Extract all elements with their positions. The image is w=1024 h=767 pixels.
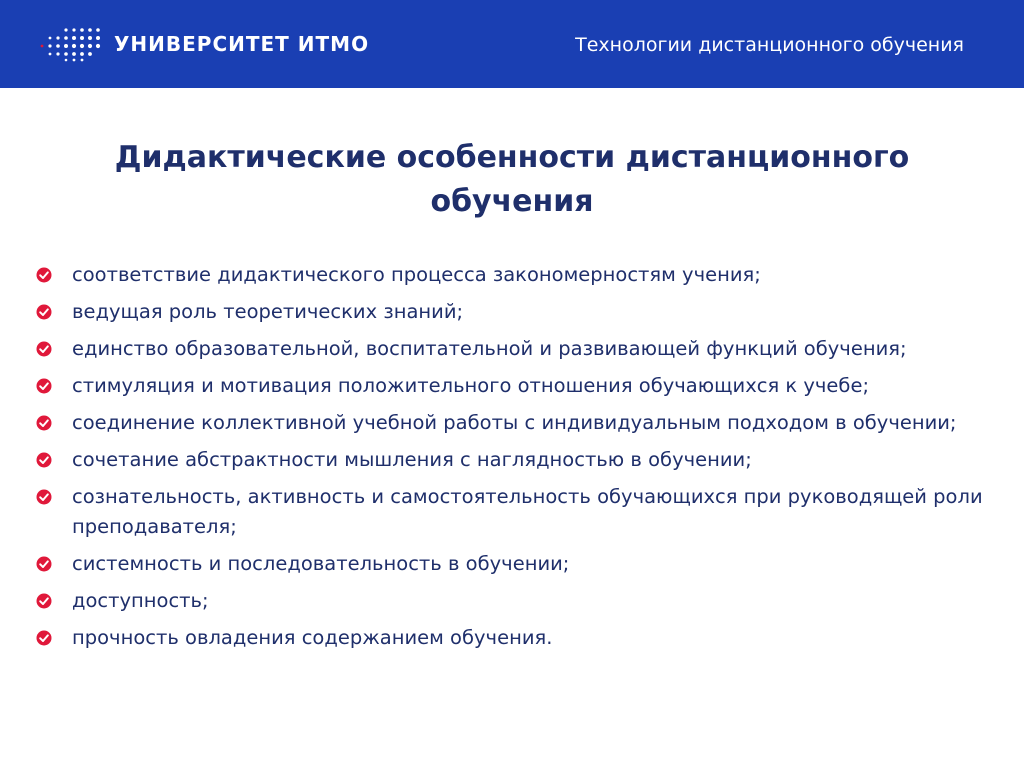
- list-item: [36, 586, 986, 616]
- list-item: [36, 371, 986, 401]
- list-item-text: единство образовательной, воспитательной и развивающей функций обучения;: [72, 337, 907, 360]
- list-item-text: соединение коллективной учебной работы с индивидуальным подходом в обучении;: [72, 411, 957, 434]
- header-subtitle: Технологии дистанционного обучения: [575, 34, 964, 56]
- list-item: [36, 408, 986, 438]
- list-item-text: прочность овладения содержанием обучения.: [72, 626, 553, 649]
- header-bar: [0, 0, 1024, 88]
- list-item: [36, 623, 986, 653]
- list-item-text: системность и последовательность в обучении;: [72, 552, 570, 575]
- check-circle-icon: [36, 452, 52, 468]
- list-item-text: соответствие дидактического процесса закономерностям учения;: [72, 263, 761, 286]
- list-item: [36, 334, 986, 364]
- list-item: [36, 297, 986, 327]
- list-item-text: ведущая роль теоретических знаний;: [72, 300, 464, 323]
- check-circle-icon: [36, 630, 52, 646]
- bullet-list: [36, 260, 986, 660]
- check-circle-icon: [36, 378, 52, 394]
- check-circle-icon: [36, 267, 52, 283]
- list-item: [36, 260, 986, 290]
- check-circle-icon: [36, 415, 52, 431]
- list-item: [36, 445, 986, 475]
- list-item-text: доступность;: [72, 589, 209, 612]
- slide-title: Дидактические особенности дистанционного обучения: [114, 140, 910, 219]
- check-circle-icon: [36, 341, 52, 357]
- list-item: [36, 549, 986, 579]
- list-item-text: сочетание абстрактности мышления с наглядностью в обучении;: [72, 448, 752, 471]
- list-item-text: стимуляция и мотивация положительного отношения обучающихся к учебе;: [72, 374, 870, 397]
- list-item-text: сознательность, активность и самостоятельность обучающихся при руководящей роли преподавателя;: [72, 485, 983, 538]
- dot-grid-logo-icon: [36, 26, 106, 62]
- check-circle-icon: [36, 304, 52, 320]
- check-circle-icon: [36, 556, 52, 572]
- itmo-logo: [36, 24, 369, 64]
- logo-text: УНИВЕРСИТЕТ ИТМО: [114, 32, 370, 56]
- list-item: [36, 482, 986, 542]
- check-circle-icon: [36, 489, 52, 505]
- check-circle-icon: [36, 593, 52, 609]
